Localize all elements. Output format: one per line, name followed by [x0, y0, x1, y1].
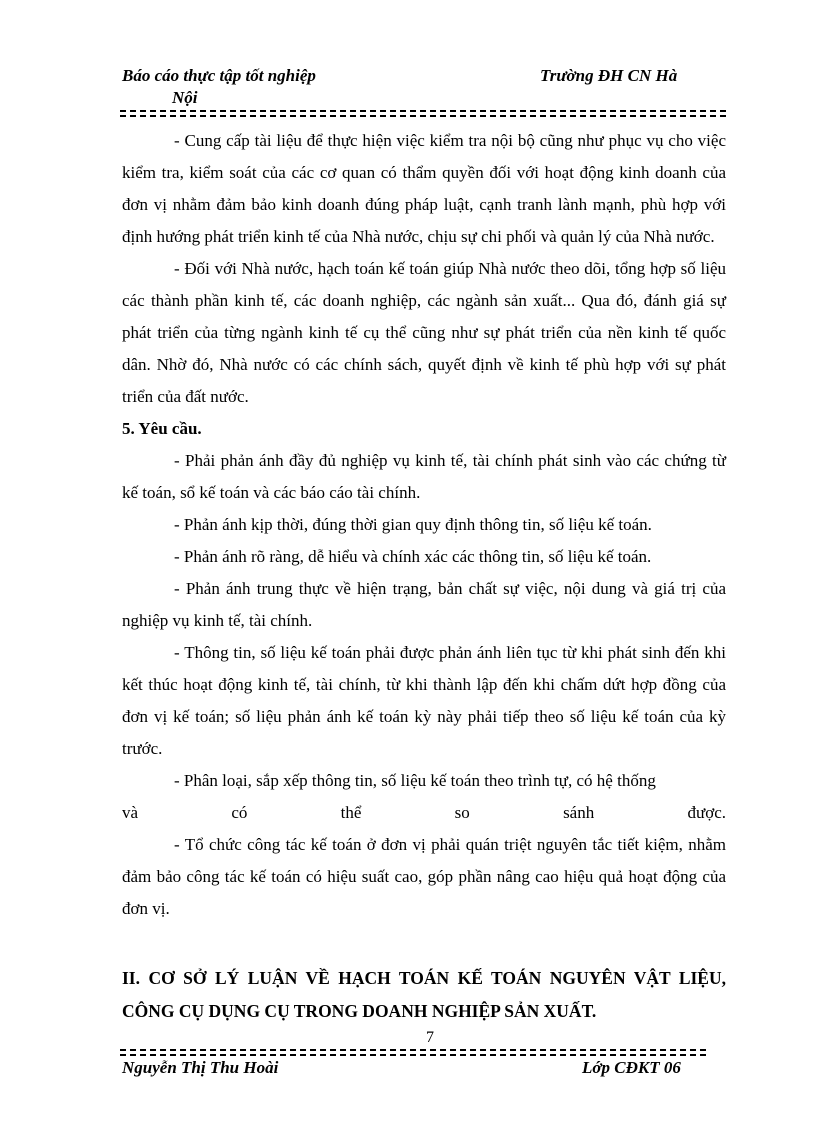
- word: thể: [340, 803, 362, 822]
- word: so: [454, 803, 470, 822]
- paragraph-9: - Tổ chức công tác kế toán ở đơn vị phải quán triệt nguyên tắc tiết kiệm, nhằm đảm bảo công tác kế toán có hiệu suất cao, góp phần nâng cao hiệu quả hoạt động của đơn vị.: [122, 835, 726, 918]
- header-title-right: Trường ĐH CN Hà: [540, 66, 678, 85]
- paragraph-1: - Cung cấp tài liệu để thực hiện việc kiểm tra nội bộ cũng như phục vụ cho việc kiểm tra, kiểm soát của các cơ quan có thẩm quyền đối với hoạt động kinh doanh của đơn vị nhằm đảm bảo kinh doanh đúng pháp luật, cạnh tranh lành mạnh, phù hợp với định hướng phát triển kinh tế của Nhà nước, chịu sự chi phối và quản lý của Nhà nước.: [122, 131, 726, 246]
- footer-divider-2: [120, 1054, 706, 1056]
- word: được.: [687, 803, 726, 822]
- document-body: [122, 125, 726, 925]
- paragraph-8-line-2: [122, 797, 726, 829]
- page-number: 7: [426, 1029, 434, 1046]
- paragraph-5: - Phản ánh rõ ràng, dễ hiểu và chính xác các thông tin, số liệu kế toán.: [174, 547, 652, 566]
- paragraph-3: - Phải phản ánh đầy đủ nghiệp vụ kinh tế, tài chính phát sinh vào các chứng từ kế toán, sổ kế toán và các báo cáo tài chính.: [122, 451, 726, 502]
- paragraph-2: - Đối với Nhà nước, hạch toán kế toán giúp Nhà nước theo dõi, tổng hợp số liệu các thành phần kinh tế, các doanh nghiệp, các ngành sản xuất... Qua đó, đánh giá sự phát triển của từng ngành kinh tế cụ thể cũng như sự phát triển của nền kinh tế quốc dân. Nhờ đó, Nhà nước có các chính sách, quyết định về kinh tế phù hợp với sự phát triển của đất nước.: [122, 259, 726, 406]
- footer-class: Lớp CĐKT 06: [582, 1058, 681, 1077]
- paragraph-7: - Thông tin, số liệu kế toán phải được phản ánh liên tục từ khi phát sinh đến khi kết thúc hoạt động kinh tế, tài chính, từ khi thành lập đến khi chấm dứt hợp đồng của đơn vị kế toán; số liệu phản ánh kế toán kỳ này phải tiếp theo số liệu kế toán của kỳ trước.: [122, 643, 726, 758]
- section-heading-5: 5. Yêu cầu.: [122, 419, 202, 438]
- paragraph-6: - Phản ánh trung thực về hiện trạng, bản chất sự việc, nội dung và giá trị của nghiệp vụ kinh tế, tài chính.: [122, 579, 726, 630]
- footer-author: Nguyễn Thị Thu Hoài: [122, 1058, 279, 1077]
- paragraph-4: - Phản ánh kịp thời, đúng thời gian quy định thông tin, số liệu kế toán.: [174, 515, 652, 534]
- footer-divider: [120, 1049, 706, 1051]
- header-title-left-cont: Nội: [172, 88, 198, 107]
- word: và: [122, 803, 139, 822]
- header-divider: [120, 110, 726, 112]
- word: có: [231, 803, 248, 822]
- header-divider-2: [120, 115, 726, 117]
- header-title-left: Báo cáo thực tập tốt nghiệp: [122, 66, 316, 85]
- paragraph-8-line-1: - Phân loại, sắp xếp thông tin, số liệu kế toán theo trình tự, có hệ thống: [174, 771, 656, 790]
- section-heading-2: II. CƠ SỞ LÝ LUẬN VỀ HẠCH TOÁN KẾ TOÁN NGUYÊN VẬT LIỆU, CÔNG CỤ DỤNG CỤ TRONG DOANH NGHIỆP SẢN XUẤT.: [122, 968, 726, 1021]
- word: sánh: [563, 803, 595, 822]
